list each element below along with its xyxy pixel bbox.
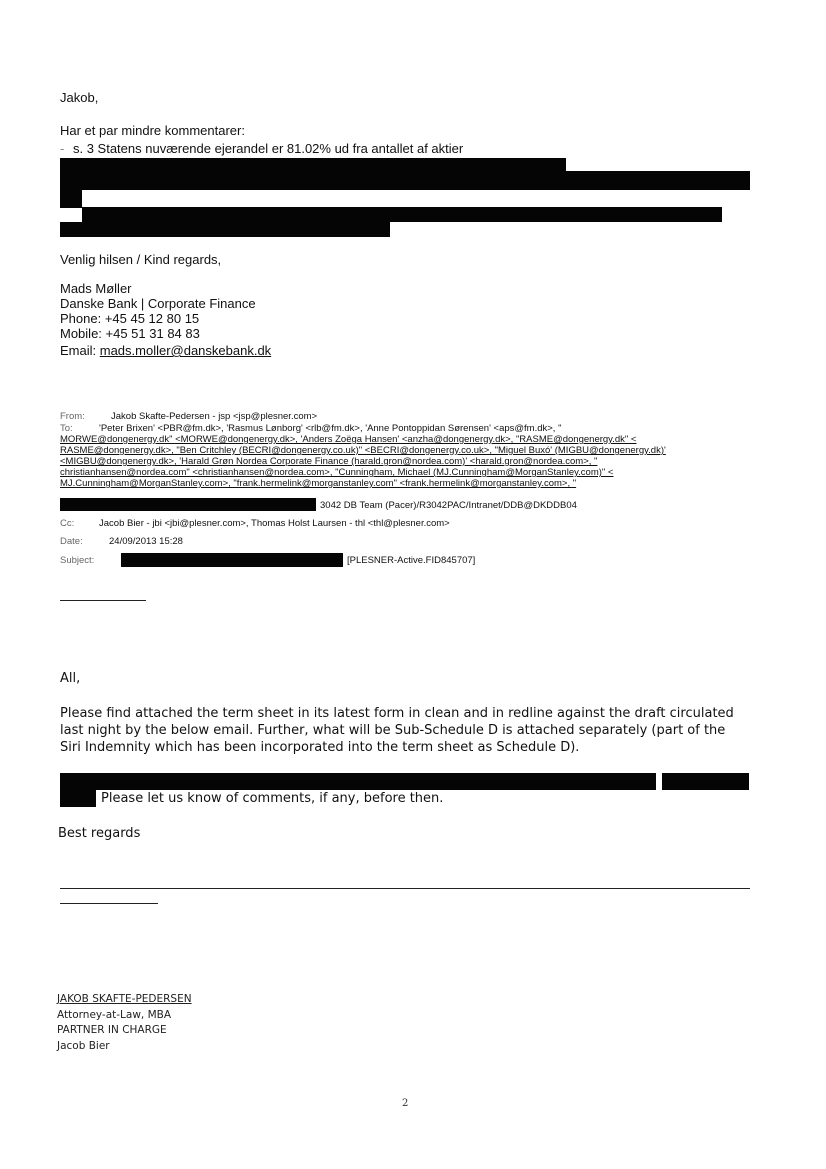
to-line: MJ.Cunningham@MorganStanley.com>, "frank.hermelink@morganstanley.com" <frank.hermelink@morganstanley.com>, " [60, 478, 577, 489]
redaction-bar [60, 790, 96, 807]
redaction-bar [60, 498, 316, 511]
message-para-line: Please find attached the term sheet in its latest form in clean and in redline against the draft circulated [60, 706, 734, 721]
subject-value: [PLESNER-Active.FID845707] [347, 555, 476, 566]
message-para-line: Siri Indemnity which has been incorporated into the term sheet as Schedule D). [60, 740, 580, 755]
to-line: RASME@dongenergy.dk>, "Ben Critchley (BECRI@dongenergy.co.uk)" <BECRI@dongenergy.co.uk>, "Miguel Buxó' (MIGBU@dongenergy.dk)' [60, 445, 666, 456]
to-line: 3042 DB Team (Pacer)/R3042PAC/Intranet/DDB@DKDDB04 [320, 500, 577, 511]
to-line: 'Peter Brixen' <PBR@fm.dk>, 'Rasmus Lønborg' <rlb@fm.dk>, 'Anne Pontoppidan Sørensen' <aps@fm.dk>, " [99, 423, 562, 434]
redaction-bar [82, 207, 722, 222]
bullet-mark: - [60, 141, 65, 156]
to-label: To: [60, 423, 73, 434]
sig-name: Mads Møller [60, 281, 132, 296]
message-closing: Best regards [58, 826, 141, 841]
sig-mobile: Mobile: +45 51 31 84 83 [60, 326, 200, 341]
page-number: 2 [402, 1098, 409, 1109]
redaction-bar [60, 158, 566, 171]
reply-intro: Har et par mindre kommentarer: [60, 123, 245, 138]
from-value: Jakob Skafte-Pedersen - jsp <jsp@plesner.com> [111, 411, 318, 422]
reply-closing: Venlig hilsen / Kind regards, [60, 252, 222, 267]
bullet-text: s. 3 Statens nuværende ejerandel er 81.02% ud fra antallet af aktier [72, 141, 464, 156]
redaction-bar [60, 222, 390, 237]
sig-email-line [60, 343, 271, 358]
to-line: <MIGBU@dongenergy.dk>, 'Harald Grøn Nordea Corporate Finance (harald.gron@nordea.com)' <harald.gron@nordea.com>, " [60, 456, 598, 467]
message-salutation: All, [60, 671, 81, 686]
date-label: Date: [60, 536, 83, 547]
sig-email-label: Email: [60, 343, 100, 358]
redaction-bar [60, 773, 656, 790]
message-para-line: last night by the below email. Further, what will be Sub-Schedule D is attached separately (part of the [60, 723, 726, 738]
signature-title: PARTNER IN CHARGE [57, 1024, 167, 1036]
reply-greeting: Jakob, [60, 90, 99, 105]
to-line: christianhansen@nordea.com" <christianhansen@nordea.com>, "Cunningham, Michael (MJ.Cunningham@MorganStanley.com)" < [60, 467, 614, 478]
from-label: From: [60, 411, 85, 422]
message-para-tail: Please let us know of comments, if any, before then. [101, 791, 444, 806]
sig-phone: Phone: +45 45 12 80 15 [60, 311, 200, 326]
reply-bullet [60, 141, 463, 156]
sig-org: Danske Bank | Corporate Finance [60, 296, 256, 311]
subject-label: Subject: [60, 555, 95, 566]
signature-title: Attorney-at-Law, MBA [57, 1009, 172, 1021]
redaction-bar [60, 171, 750, 190]
date-value: 24/09/2013 15:28 [109, 536, 183, 547]
sig-email-link[interactable]: mads.moller@danskebank.dk [99, 343, 272, 358]
redaction-bar [60, 190, 82, 208]
signature-assistant: Jacob Bier [57, 1040, 110, 1052]
divider [60, 888, 750, 889]
cc-value: Jacob Bier - jbi <jbi@plesner.com>, Thomas Holst Laursen - thl <thl@plesner.com> [99, 518, 450, 529]
signature-name: JAKOB SKAFTE-PEDERSEN [57, 993, 192, 1005]
cc-label: Cc: [60, 518, 75, 529]
to-line: MORWE@dongenergy.dk" <MORWE@dongenergy.dk>, 'Anders Zoëga Hansen' <anzha@dongenergy.dk>, "RASME@dongenergy.dk" < [60, 434, 637, 445]
redaction-bar [662, 773, 749, 790]
divider [60, 600, 146, 601]
divider [60, 903, 158, 904]
redaction-bar [121, 553, 343, 567]
